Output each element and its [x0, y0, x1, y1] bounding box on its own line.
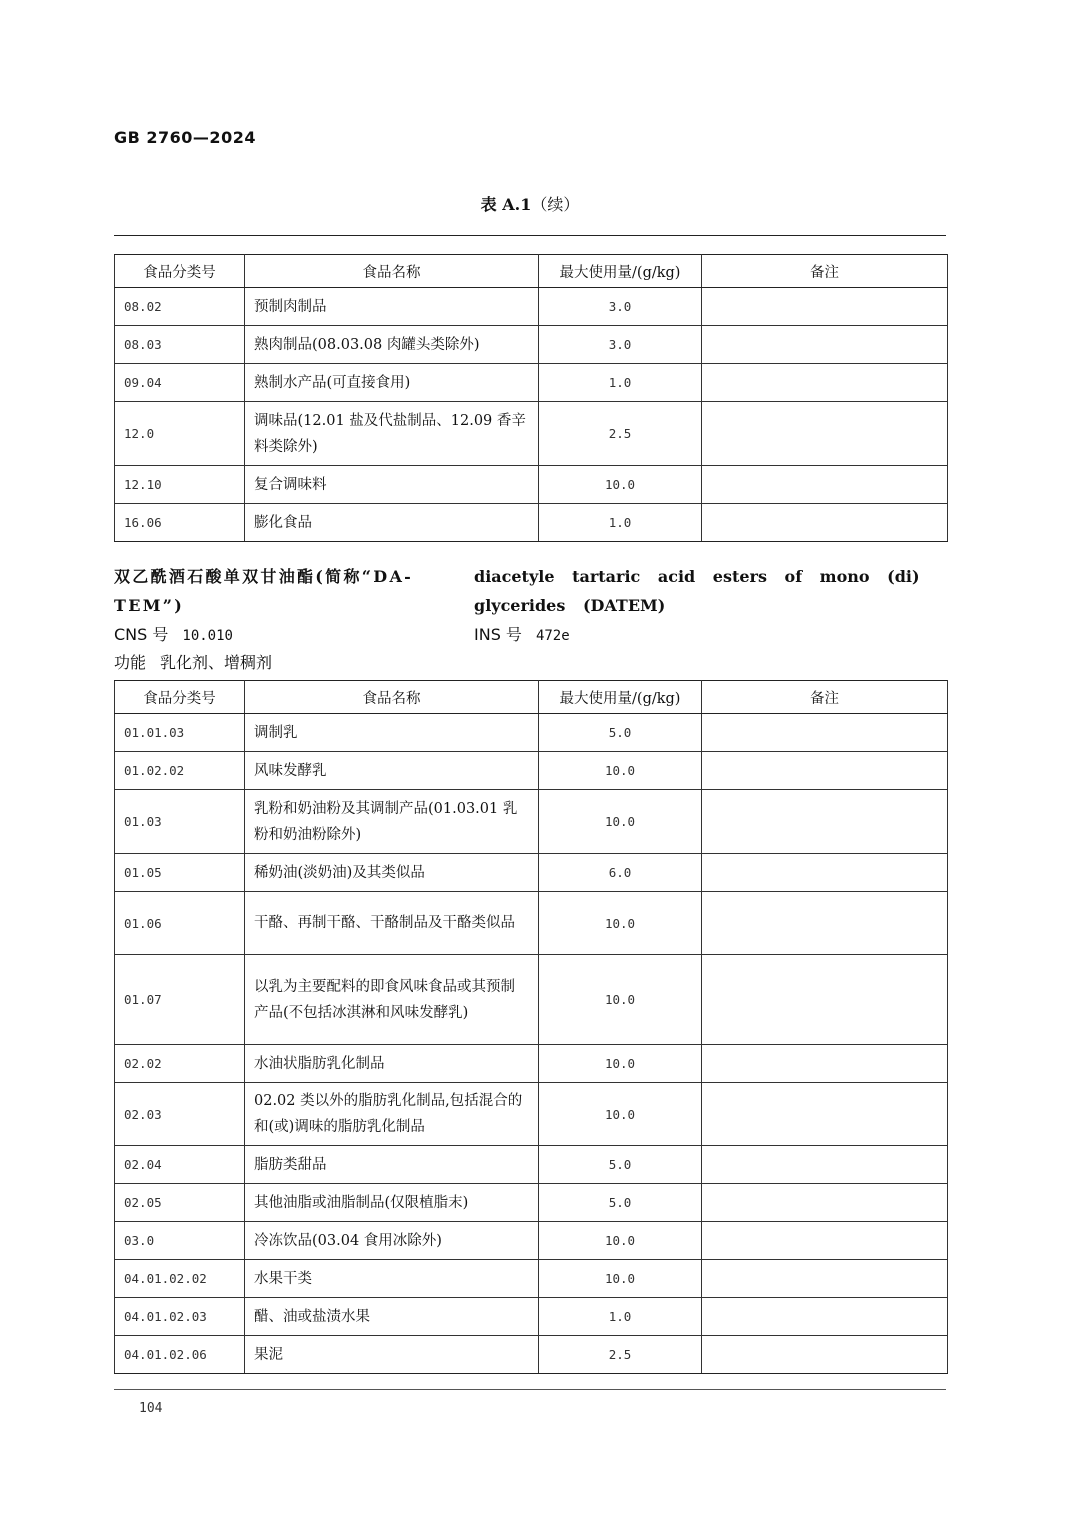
food-code: 08.03: [115, 326, 245, 364]
food-name: 其他油脂或油脂制品(仅限植脂末): [245, 1184, 539, 1222]
column-header-max: 最大使用量/(g/kg): [539, 255, 702, 288]
food-name: 稀奶油(淡奶油)及其类似品: [245, 854, 539, 892]
note: [702, 288, 948, 326]
note: [702, 752, 948, 790]
food-name: 脂肪类甜品: [245, 1146, 539, 1184]
food-name: 熟肉制品(08.03.08 肉罐头类除外): [245, 326, 539, 364]
note: [702, 955, 948, 1045]
table-caption: [114, 192, 946, 215]
food-name: 干酪、再制干酪、干酪制品及干酪类似品: [245, 892, 539, 955]
max-usage: 10.0: [539, 466, 702, 504]
table-row: [115, 1298, 948, 1336]
food-name: 醋、油或盐渍水果: [245, 1298, 539, 1336]
table-row: [115, 1260, 948, 1298]
usage-table-2: [114, 680, 948, 1374]
max-usage: 10.0: [539, 1083, 702, 1146]
food-code: 01.03: [115, 790, 245, 854]
note: [702, 466, 948, 504]
column-header-name: 食品名称: [245, 681, 539, 714]
note: [702, 892, 948, 955]
table-row: [115, 714, 948, 752]
food-code: 01.06: [115, 892, 245, 955]
table-row: [115, 466, 948, 504]
food-name: 熟制水产品(可直接食用): [245, 364, 539, 402]
max-usage: 5.0: [539, 1146, 702, 1184]
food-name: 调味品(12.01 盐及代盐制品、12.09 香辛料类除外): [245, 402, 539, 466]
food-name: 乳粉和奶油粉及其调制产品(01.03.01 乳粉和奶油粉除外): [245, 790, 539, 854]
max-usage: 10.0: [539, 752, 702, 790]
page-number: 104: [139, 1401, 163, 1416]
standard-code: GB 2760—2024: [114, 128, 256, 147]
food-name: 水油状脂肪乳化制品: [245, 1045, 539, 1083]
note: [702, 790, 948, 854]
column-header-note: 备注: [702, 255, 948, 288]
table-row: [115, 288, 948, 326]
food-name: 果泥: [245, 1336, 539, 1374]
table-row: [115, 854, 948, 892]
note: [702, 1146, 948, 1184]
max-usage: 1.0: [539, 364, 702, 402]
table-caption-suffix: （续）: [531, 195, 580, 214]
max-usage: 5.0: [539, 1184, 702, 1222]
table-row: [115, 1045, 948, 1083]
note: [702, 364, 948, 402]
note: [702, 1298, 948, 1336]
note: [702, 714, 948, 752]
table-row: [115, 1184, 948, 1222]
table-row: [115, 790, 948, 854]
max-usage: 10.0: [539, 892, 702, 955]
column-header-note: 备注: [702, 681, 948, 714]
food-name: 水果干类: [245, 1260, 539, 1298]
usage-table-1: [114, 254, 948, 542]
max-usage: 2.5: [539, 1336, 702, 1374]
food-code: 12.0: [115, 402, 245, 466]
food-code: 02.04: [115, 1146, 245, 1184]
column-header-code: 食品分类号: [115, 681, 245, 714]
cns-number: [114, 622, 233, 645]
food-code: 01.05: [115, 854, 245, 892]
ins-value: 472e: [535, 628, 570, 644]
note: [702, 1184, 948, 1222]
food-name: 复合调味料: [245, 466, 539, 504]
column-header-max: 最大使用量/(g/kg): [539, 681, 702, 714]
food-code: 01.01.03: [115, 714, 245, 752]
food-name: 预制肉制品: [245, 288, 539, 326]
food-name: 膨化食品: [245, 504, 539, 542]
food-code: 02.03: [115, 1083, 245, 1146]
function-value: 乳化剂、增稠剂: [160, 653, 273, 672]
ins-number: [474, 622, 570, 645]
food-name: 冷冻饮品(03.04 食用冰除外): [245, 1222, 539, 1260]
food-code: 08.02: [115, 288, 245, 326]
max-usage: 10.0: [539, 790, 702, 854]
max-usage: 5.0: [539, 714, 702, 752]
table-header-row: [115, 681, 948, 714]
table-row: [115, 1146, 948, 1184]
food-code: 02.02: [115, 1045, 245, 1083]
note: [702, 1045, 948, 1083]
food-code: 02.05: [115, 1184, 245, 1222]
table-row: [115, 504, 948, 542]
max-usage: 1.0: [539, 504, 702, 542]
max-usage: 10.0: [539, 1045, 702, 1083]
additive-name-en: diacetyle tartaric acid esters of mono (di) glycerides (DATEM): [474, 567, 920, 615]
table-row: [115, 402, 948, 466]
note: [702, 402, 948, 466]
max-usage: 1.0: [539, 1298, 702, 1336]
note: [702, 854, 948, 892]
table-row: [115, 892, 948, 955]
note: [702, 1222, 948, 1260]
cns-value: 10.010: [182, 628, 233, 644]
table-header-row: [115, 255, 948, 288]
food-name: 02.02 类以外的脂肪乳化制品,包括混合的和(或)调味的脂肪乳化制品: [245, 1083, 539, 1146]
food-code: 01.02.02: [115, 752, 245, 790]
note: [702, 1260, 948, 1298]
food-code: 01.07: [115, 955, 245, 1045]
max-usage: 3.0: [539, 326, 702, 364]
footer-rule: [114, 1389, 946, 1390]
table-row: [115, 1336, 948, 1374]
cns-label: CNS 号: [114, 625, 169, 644]
table-row: [115, 752, 948, 790]
food-code: 12.10: [115, 466, 245, 504]
table-row: [115, 326, 948, 364]
food-code: 16.06: [115, 504, 245, 542]
additive-name-cn: 双乙酰酒石酸单双甘油酯(简称“DA-TEM”): [114, 567, 414, 615]
food-code: 09.04: [115, 364, 245, 402]
additive-function: [114, 650, 272, 673]
food-code: 03.0: [115, 1222, 245, 1260]
max-usage: 3.0: [539, 288, 702, 326]
column-header-code: 食品分类号: [115, 255, 245, 288]
note: [702, 504, 948, 542]
note: [702, 1336, 948, 1374]
table-row: [115, 955, 948, 1045]
food-code: 04.01.02.06: [115, 1336, 245, 1374]
max-usage: 6.0: [539, 854, 702, 892]
top-rule: [114, 235, 946, 236]
food-name: 调制乳: [245, 714, 539, 752]
table-row: [115, 364, 948, 402]
max-usage: 10.0: [539, 1222, 702, 1260]
table-row: [115, 1083, 948, 1146]
max-usage: 10.0: [539, 1260, 702, 1298]
table-caption-label: 表 A.1: [480, 195, 532, 214]
food-code: 04.01.02.03: [115, 1298, 245, 1336]
max-usage: 2.5: [539, 402, 702, 466]
table-row: [115, 1222, 948, 1260]
ins-label: INS 号: [474, 625, 522, 644]
function-label: 功能: [114, 653, 147, 672]
food-code: 04.01.02.02: [115, 1260, 245, 1298]
note: [702, 326, 948, 364]
food-name: 以乳为主要配料的即食风味食品或其预制产品(不包括冰淇淋和风味发酵乳): [245, 955, 539, 1045]
max-usage: 10.0: [539, 955, 702, 1045]
column-header-name: 食品名称: [245, 255, 539, 288]
food-name: 风味发酵乳: [245, 752, 539, 790]
note: [702, 1083, 948, 1146]
